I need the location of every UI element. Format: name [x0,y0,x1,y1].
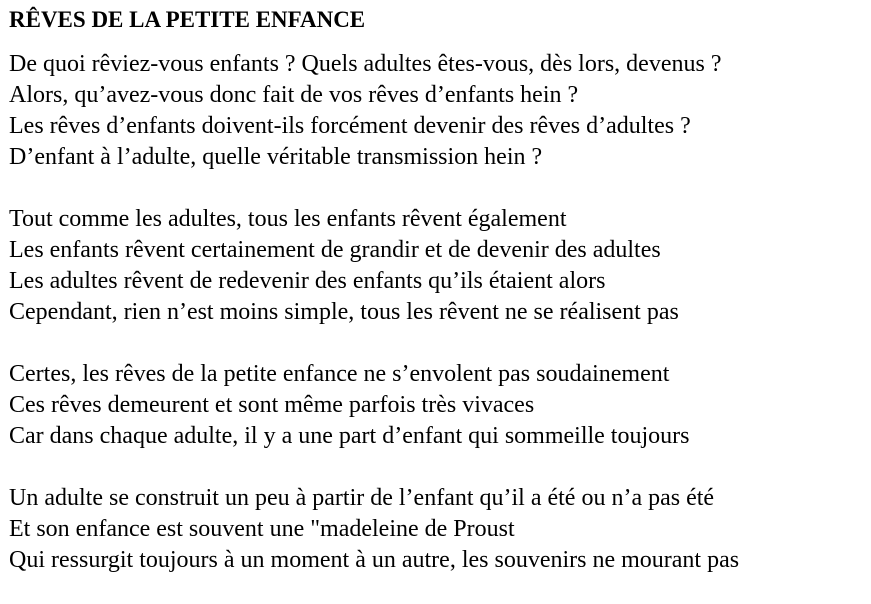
document-title: RÊVES DE LA PETITE ENFANCE [9,7,366,32]
stanza-line: Tout comme les adultes, tous les enfants rêvent également [9,206,567,232]
stanza-line: Et son enfance est souvent une "madeleine de Proust [9,516,515,542]
stanza-3 [9,359,867,452]
stanza-line: Certes, les rêves de la petite enfance ne s’envolent pas soudainement [9,361,670,387]
stanza-line: Les rêves d’enfants doivent-ils forcément devenir des rêves d’adultes ? [9,113,691,139]
stanza-line: Les enfants rêvent certainement de grandir et de devenir des adultes [9,237,661,263]
stanza-line: D’enfant à l’adulte, quelle véritable transmission hein ? [9,144,543,170]
stanza-line: Cependant, rien n’est moins simple, tous les rêvent ne se réalisent pas [9,299,679,325]
stanza-line: Car dans chaque adulte, il y a une part d’enfant qui sommeille toujours [9,423,690,449]
stanza-line: Les adultes rêvent de redevenir des enfants qu’ils étaient alors [9,268,606,294]
stanza-line: De quoi rêviez-vous enfants ? Quels adultes êtes-vous, dès lors, devenus ? [9,51,722,77]
stanza-line: Alors, qu’avez-vous donc fait de vos rêves d’enfants hein ? [9,82,579,108]
stanza-2 [9,204,867,328]
stanza-line: Ces rêves demeurent et sont même parfois très vivaces [9,392,535,418]
stanza-line: Un adulte se construit un peu à partir de l’enfant qu’il a été ou n’a pas été [9,485,715,511]
document-page [9,4,867,576]
stanza-1 [9,49,867,173]
stanza-4 [9,483,867,576]
stanza-line: Qui ressurgit toujours à un moment à un autre, les souvenirs ne mourant pas [9,547,740,573]
